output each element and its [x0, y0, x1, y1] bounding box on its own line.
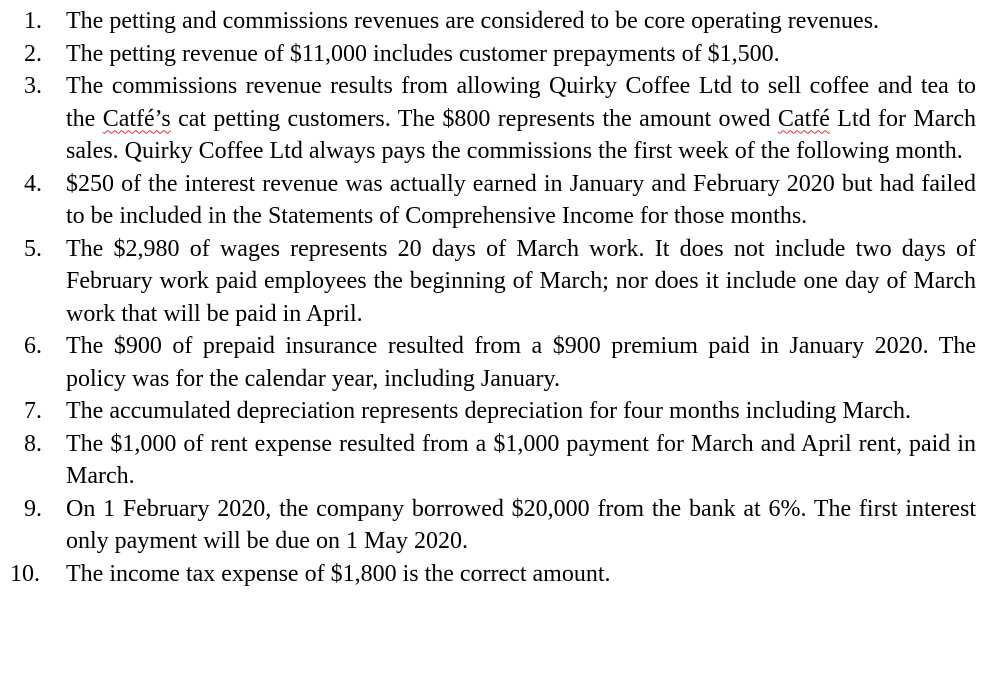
- item-text: The $900 of prepaid insurance resulted from a $900 premium paid in January 2020. The policy was for the calendar year, including January.: [66, 333, 976, 392]
- list-item: [24, 233, 976, 331]
- list-item: [24, 395, 976, 428]
- item-text: The petting and commissions revenues are considered to be core operating revenues.: [66, 8, 880, 34]
- item-number: 5.: [24, 235, 42, 262]
- item-number: 10.: [10, 560, 40, 587]
- item-text: The $2,980 of wages represents 20 days of March work. It does not include two days of February work paid employees the beginning of March; nor does it include one day of March work that will be paid in April.: [66, 235, 976, 327]
- list-item: [24, 38, 976, 71]
- list-item: [24, 493, 976, 558]
- item-text: The income tax expense of $1,800 is the correct amount.: [66, 560, 611, 587]
- item-number: 8.: [24, 430, 42, 457]
- item-number: 9.: [24, 495, 42, 522]
- item-number: 7.: [24, 398, 42, 424]
- item-text-part: Ltd for March sales. Quirky Coffee Ltd always pays the commissions the first week of the following month.: [66, 105, 977, 164]
- item-text: The petting revenue of $11,000 includes customer prepayments of $1,500.: [66, 40, 780, 67]
- list-item: [24, 70, 977, 168]
- numbered-notes-list: [0, 5, 1002, 590]
- item-number: 1.: [24, 8, 42, 34]
- spellcheck-flagged-word: Catfé: [777, 105, 830, 132]
- item-number: 3.: [24, 73, 42, 99]
- item-number: 6.: [24, 333, 42, 359]
- item-text: $250 of the interest revenue was actually earned in January and February 2020 but had failed to be included in the Statements of Comprehensive Income for those months.: [66, 170, 976, 229]
- item-number: 4.: [24, 170, 42, 197]
- item-text-part: The commissions revenue results from allowing Quirky Coffee Ltd to sell coffee and tea to the: [66, 73, 976, 132]
- spellcheck-flagged-word: Catfé’s: [102, 105, 171, 132]
- list-item: [24, 5, 976, 38]
- item-text-part: cat petting customers. The $800 represents the amount owed: [170, 105, 778, 132]
- item-text: The accumulated depreciation represents depreciation for four months including March.: [66, 398, 912, 424]
- list-item: [24, 168, 976, 233]
- item-number: 2.: [24, 40, 42, 67]
- item-text: On 1 February 2020, the company borrowed $20,000 from the bank at 6%. The first interest only payment will be due on 1 May 2020.: [66, 495, 976, 554]
- list-item: [24, 330, 976, 395]
- list-item: [10, 558, 976, 591]
- item-text: The $1,000 of rent expense resulted from a $1,000 payment for March and April rent, paid in March.: [66, 430, 976, 489]
- list-item: [24, 428, 976, 493]
